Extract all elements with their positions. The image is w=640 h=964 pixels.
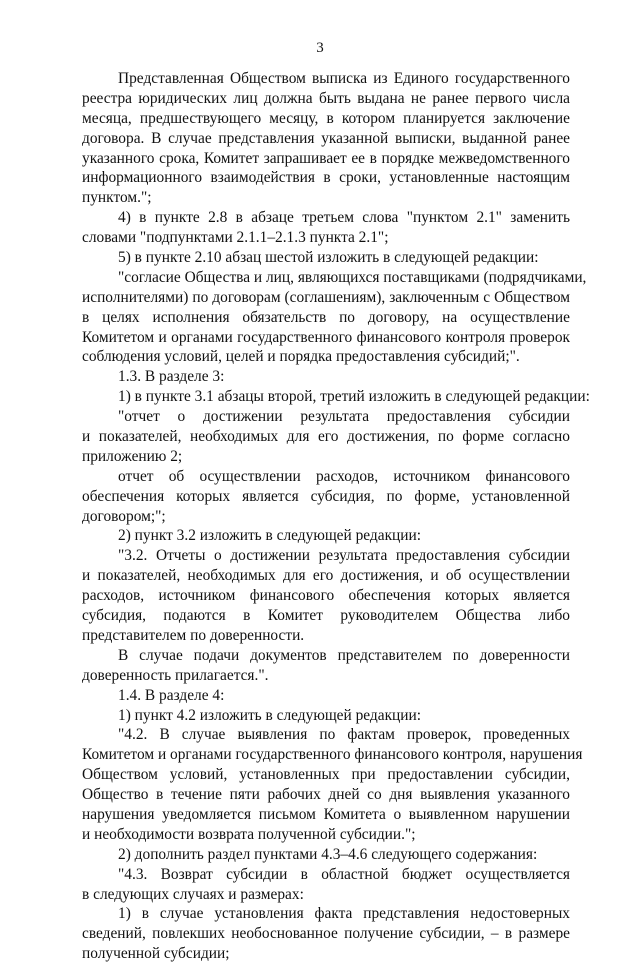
text-line: 1.4. В разделе 4: [118, 686, 225, 704]
text-line: 2) пункт 3.2 изложить в следующей редакции: [118, 527, 422, 545]
text-line: 1.3. В разделе 3: [118, 368, 225, 386]
text-line: расходов, источником финансового обеспечения которых является [82, 587, 570, 605]
text-line: "4.3. Возврат субсидии в областной бюджет осуществляется [118, 865, 570, 883]
text-line: "отчет о достижении результата предоставления субсидии [118, 408, 570, 426]
text-line: в следующих случаях и размерах: [82, 885, 304, 903]
text-line: и необходимости возврата полученной субсидии."; [82, 825, 416, 843]
text-line: отчет об осуществлении расходов, источником финансового [118, 467, 570, 485]
text-line: Представленная Обществом выписка из Единого государственного [118, 70, 570, 87]
text-line: нарушения уведомляется письмом Комитета о выявленном нарушении [82, 805, 570, 823]
text-line: договором;"; [82, 507, 166, 525]
text-line: полученной субсидии; [82, 945, 230, 963]
text-line: договора. В случае представления указанной выписки, выданной ранее [82, 129, 570, 147]
text-line: 1) пункт 4.2 изложить в следующей редакции: [118, 706, 422, 724]
text-line: сведений, повлекших необоснованное получение субсидии, – в размере [82, 925, 570, 943]
text-line: субсидия, подаются в Комитет руководителем Общества либо [82, 607, 570, 625]
text-line: представителем по доверенности. [82, 626, 305, 644]
text-line: "согласие Общества и лиц, являющихся поставщиками (подрядчиками, [118, 268, 587, 286]
text-line: пунктом."; [82, 189, 152, 207]
text-line: в целях исполнения обязательств по договору, на осуществление [82, 308, 570, 326]
text-line: 1) в пункте 3.1 абзацы второй, третий изложить в следующей редакции: [118, 388, 590, 406]
page-number: 3 [316, 40, 324, 56]
text-line: исполнителями) по договорам (соглашениям), заключенным с Обществом [82, 288, 570, 306]
text-line: "3.2. Отчеты о достижении результата предоставления субсидии [118, 547, 570, 565]
text-line: 1) в случае установления факта представления недостоверных [118, 905, 570, 923]
text-line: Комитетом и органами государственного финансового контроля, нарушения [82, 746, 583, 764]
text-line: приложению 2; [82, 447, 183, 465]
text-line: В случае подачи документов представителем по доверенности [118, 646, 570, 664]
text-line: Общество в течение пяти рабочих дней со дня выявления указанного [82, 786, 570, 804]
text-line: информационного взаимодействия в сроки, установленные настоящим [82, 169, 570, 187]
text-line: Комитетом и органами государственного финансового контроля проверок [82, 328, 570, 346]
document-body [82, 69, 590, 964]
text-line: Обществом условий, установленных при предоставлении субсидии, [82, 766, 570, 784]
text-line: указанного срока, Комитет запрашивает ее в порядке межведомственного [82, 149, 570, 167]
text-line: месяца, предшествующего месяцу, в котором планируется заключение [82, 109, 570, 127]
text-line: обеспечения которых является субсидия, по форме, установленной [82, 487, 570, 505]
text-line: доверенность прилагается.". [82, 666, 269, 684]
text-line: реестра юридических лиц должна быть выдана не ранее первого числа [82, 89, 570, 107]
text-line: 2) дополнить раздел пунктами 4.3–4.6 следующего содержания: [118, 845, 538, 863]
text-line: 5) в пункте 2.10 абзац шестой изложить в следующей редакции: [118, 249, 539, 267]
text-line: и показателей, необходимых для его достижения, по форме согласно [82, 428, 570, 446]
text-line: 4) в пункте 2.8 в абзаце третьем слова "пунктом 2.1" заменить [118, 209, 570, 227]
text-line: "4.2. В случае выявления по фактам проверок, проведенных [118, 726, 570, 744]
text-line: соблюдения условий, целей и порядка предоставления субсидий;". [82, 348, 520, 366]
text-line: и показателей, необходимых для его достижения, и об осуществлении [82, 567, 570, 585]
text-line: словами "подпунктами 2.1.1–2.1.3 пункта 2.1"; [82, 229, 389, 247]
